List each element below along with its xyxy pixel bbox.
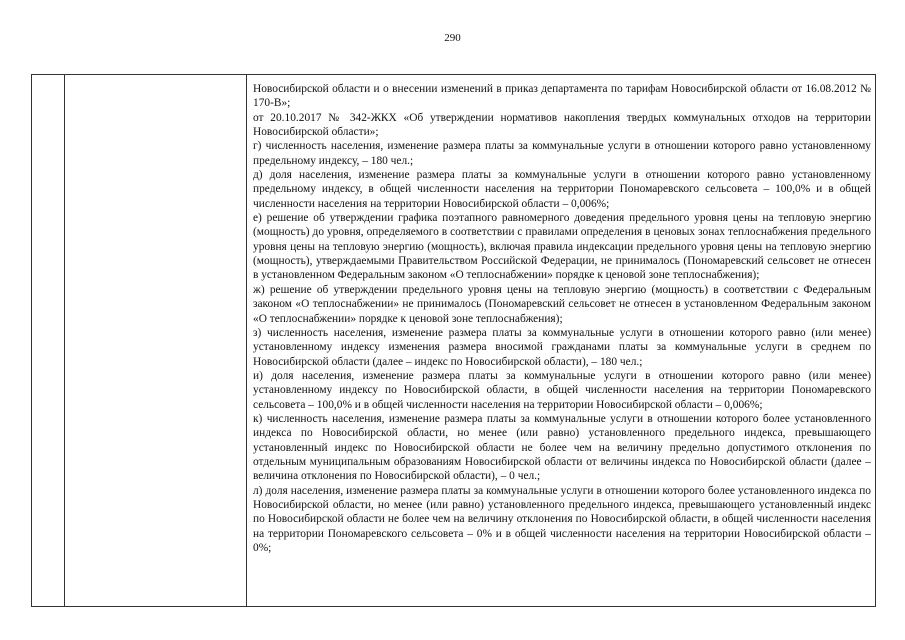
paragraph: от 20.10.2017 № 342-ЖКХ «Об утверждении нормативов накопления твердых коммунальных отходов на территории Новосибирской области»;: [253, 111, 871, 139]
paragraph: е) решение об утверждении графика поэтапного равномерного доведения предельного уровня цены на тепловую энергию (мощность) до уровня, определяемого в соответствии с правилами определения в ценовых зонах теплоснабжения предельного уровня цены на тепловую энергию (мощность), включая правила индексации предельного уровня цены на тепловую энергию (мощность), утверждаемыми Правительством Российской Федерации, не принималось (Пономаревский сельсовет не отнесен в установленном Федеральным законом «О теплоснабжении» порядке к ценовой зоне теплоснабжения);: [253, 212, 871, 282]
page-number: 290: [444, 32, 461, 44]
paragraph: и) доля населения, изменение размера платы за коммунальные услуги в отношении которого равно (или менее) установленному индексу по Новосибирской области, в общей численности населения на территории Пономаревского сельсовета – 100,0% и в общей численности населения на территории Новосибирской области – 0,006%;: [253, 369, 871, 411]
table-column-content: [247, 75, 875, 606]
paragraph: з) численность населения, изменение размера платы за коммунальные услуги в отношении которого равно (или менее) установленному индексу изменения размера вносимой гражданами платы за коммунальные услуги в среднем по Новосибирской области (далее – индекс по Новосибирской области), – 180 чел.;: [253, 326, 871, 368]
paragraph: ж) решение об утверждении предельного уровня цены на тепловую энергию (мощность) в соответствии с Федеральным законом «О теплоснабжении» не принималось (Пономаревский сельсовет не отнесен в установленном Федеральным законом «О теплоснабжении» порядке к ценовой зоне теплоснабжения);: [253, 283, 871, 325]
table-column-number: [32, 75, 65, 606]
paragraph: д) доля населения, изменение размера платы за коммунальные услуги в отношении которого равно установленному предельному индексу, в общей численности населения на территории Пономаревского сельсовета – 100,0% и в общей численности населения на территории Новосибирской области – 0,006%;: [253, 169, 871, 210]
paragraph: Новосибирской области и о внесении изменений в приказ департамента по тарифам Новосибирской области от 16.08.2012 № 170-В»;: [253, 83, 871, 110]
paragraph: г) численность населения, изменение размера платы за коммунальные услуги в отношении которого равно установленному предельному индексу, – 180 чел.;: [253, 140, 871, 167]
paragraph: к) численность населения, изменение размера платы за коммунальные услуги в отношении которого более установленного индекса по Новосибирской области, но менее (или равно) установленного предельного индекса, превышающего установленный индекс по Новосибирской области не более чем на величину предельно допустимого отклонения по отдельным муниципальным образованиям Новосибирской области от величины индекса по Новосибирской области (далее – величина отклонения по Новосибирской области), – 0 чел.;: [253, 412, 871, 483]
table-column-title: [65, 75, 247, 606]
paragraph: л) доля населения, изменение размера платы за коммунальные услуги в отношении которого более установленного индекса по Новосибирской области, но менее (или равно) установленного предельного индекса, превышающего установленный индекс по Новосибирской области не более чем на величину отклонения по Новосибирской области, в общей численности населения на территории Пономаревского сельсовета – 0% и в общей численности населения на территории Новосибирской области – 0%;: [253, 484, 871, 554]
document-table: [31, 74, 876, 607]
